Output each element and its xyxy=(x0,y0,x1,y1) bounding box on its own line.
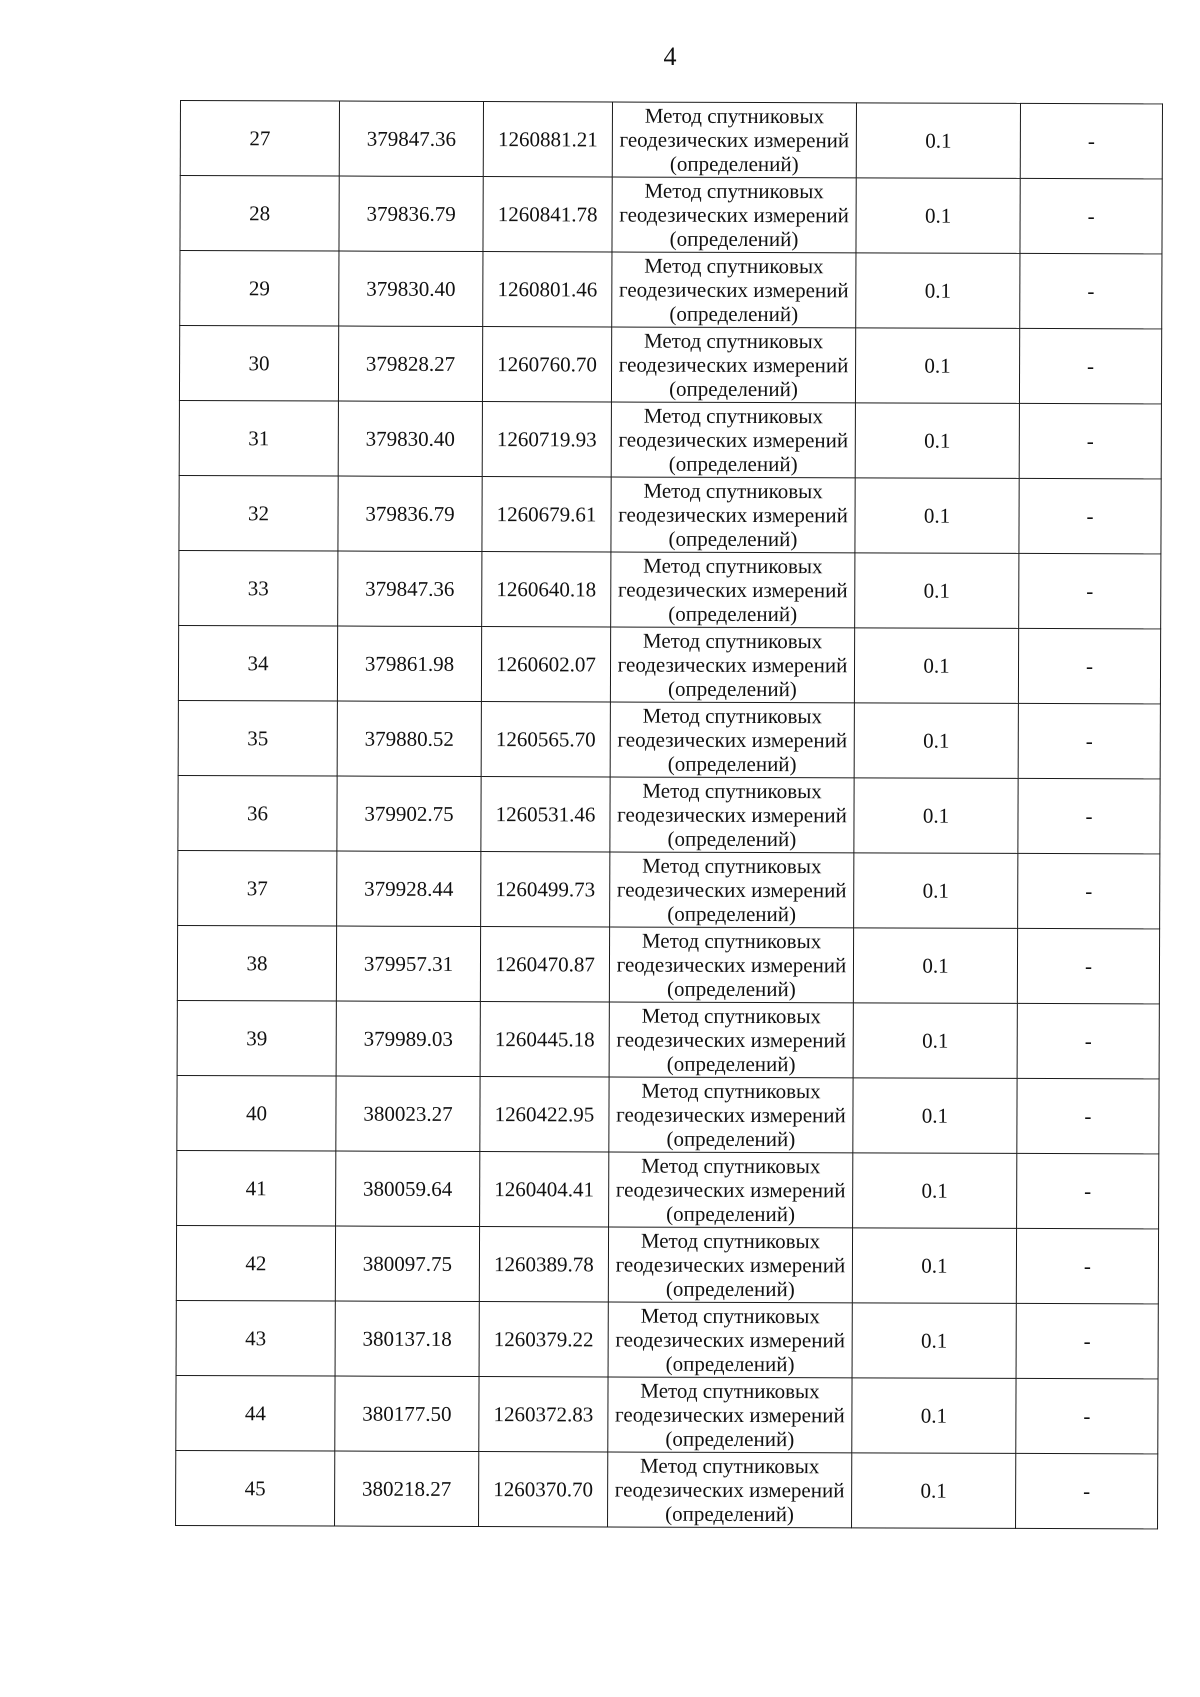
method-line: (определений) xyxy=(667,826,797,852)
description-cell: - xyxy=(1016,1303,1158,1378)
coordinates-table-body xyxy=(176,101,1163,1529)
method-line: (определений) xyxy=(666,1201,796,1227)
accuracy-cell: 0.1 xyxy=(855,403,1019,479)
method-line: геодезических измерений xyxy=(617,727,848,753)
method-line: (определений) xyxy=(668,601,798,627)
coordinate-y-cell: 1260370.70 xyxy=(479,1452,608,1527)
method-cell xyxy=(608,1452,852,1528)
table-row xyxy=(179,326,1161,404)
accuracy-cell: 0.1 xyxy=(853,928,1017,1004)
method-line: геодезических измерений xyxy=(615,1252,846,1278)
accuracy-cell: 0.1 xyxy=(853,1003,1017,1079)
coordinate-x-cell: 379830.40 xyxy=(339,251,483,327)
method-line: Метод спутниковых xyxy=(640,1228,821,1254)
method-line: геодезических измерений xyxy=(617,802,847,828)
point-number-cell: 42 xyxy=(176,1225,335,1301)
coordinate-x-cell: 380097.75 xyxy=(335,1226,479,1302)
table-row xyxy=(178,850,1160,928)
method-line: геодезических измерений xyxy=(617,577,848,603)
description-cell: - xyxy=(1017,928,1159,1003)
accuracy-cell: 0.1 xyxy=(854,628,1018,704)
coordinate-y-cell: 1260719.93 xyxy=(482,402,611,477)
coordinate-x-cell: 380137.18 xyxy=(335,1301,479,1377)
table-row xyxy=(179,550,1161,628)
method-line: Метод спутниковых xyxy=(644,253,824,279)
coordinate-y-cell: 1260372.83 xyxy=(479,1377,608,1452)
table-row xyxy=(177,1150,1159,1228)
method-line: (определений) xyxy=(665,1276,795,1302)
table-row xyxy=(180,251,1162,329)
method-line: геодезических измерений xyxy=(615,1327,846,1353)
coordinate-x-cell: 379957.31 xyxy=(336,926,480,1002)
method-line: (определений) xyxy=(667,901,797,927)
description-cell: - xyxy=(1020,178,1162,253)
coordinate-y-cell: 1260679.61 xyxy=(482,477,611,552)
description-cell: - xyxy=(1019,403,1161,478)
coordinate-y-cell: 1260422.95 xyxy=(480,1077,609,1152)
method-cell xyxy=(609,927,853,1003)
description-cell: - xyxy=(1016,1453,1158,1528)
method-cell xyxy=(610,627,854,703)
method-cell xyxy=(610,777,854,853)
method-line: (определений) xyxy=(669,226,799,252)
accuracy-cell: 0.1 xyxy=(853,1078,1017,1154)
description-cell: - xyxy=(1016,1228,1158,1303)
method-cell xyxy=(612,102,856,178)
method-cell xyxy=(612,252,856,328)
point-number-cell: 41 xyxy=(177,1150,336,1226)
point-number-cell: 38 xyxy=(177,925,336,1001)
coordinates-table-wrapper xyxy=(175,100,1162,1529)
method-line: (определений) xyxy=(669,301,799,327)
method-line: геодезических измерений xyxy=(616,877,847,903)
point-number-cell: 40 xyxy=(177,1075,336,1151)
method-line: геодезических измерений xyxy=(615,1177,846,1203)
table-row xyxy=(180,176,1162,254)
description-cell: - xyxy=(1020,103,1162,178)
method-line: (определений) xyxy=(667,751,797,777)
point-number-cell: 45 xyxy=(176,1450,335,1526)
point-number-cell: 31 xyxy=(179,400,338,476)
coordinate-x-cell: 379836.79 xyxy=(339,176,483,252)
method-cell xyxy=(608,1227,852,1303)
coordinate-x-cell: 379836.79 xyxy=(338,476,482,552)
point-number-cell: 33 xyxy=(179,550,338,626)
coordinate-x-cell: 379989.03 xyxy=(336,1001,480,1077)
coordinate-x-cell: 379902.75 xyxy=(337,776,481,852)
coordinate-y-cell: 1260499.73 xyxy=(481,852,610,927)
method-line: геодезических измерений xyxy=(619,202,849,228)
method-cell xyxy=(611,477,855,553)
table-row xyxy=(178,775,1160,853)
coordinate-x-cell: 379847.36 xyxy=(339,101,483,177)
coordinate-y-cell: 1260881.21 xyxy=(483,102,612,177)
accuracy-cell: 0.1 xyxy=(854,778,1018,854)
point-number-cell: 37 xyxy=(178,850,337,926)
description-cell: - xyxy=(1017,1153,1159,1228)
coordinate-x-cell: 379928.44 xyxy=(337,851,481,927)
method-line: геодезических измерений xyxy=(615,1402,845,1428)
coordinate-y-cell: 1260389.78 xyxy=(479,1227,608,1302)
point-number-cell: 27 xyxy=(180,101,339,177)
method-line: Метод спутниковых xyxy=(640,1453,820,1479)
method-cell xyxy=(612,177,856,253)
accuracy-cell: 0.1 xyxy=(854,853,1018,929)
method-line: (определений) xyxy=(665,1351,795,1377)
accuracy-cell: 0.1 xyxy=(853,1153,1017,1229)
accuracy-cell: 0.1 xyxy=(852,1303,1016,1379)
description-cell: - xyxy=(1019,328,1161,403)
method-line: (определений) xyxy=(666,1126,796,1152)
coordinate-x-cell: 380177.50 xyxy=(335,1376,479,1452)
accuracy-cell: 0.1 xyxy=(856,253,1020,329)
method-cell xyxy=(611,327,855,403)
coordinate-x-cell: 379830.40 xyxy=(338,401,482,477)
method-line: Метод спутниковых xyxy=(641,1153,821,1179)
accuracy-cell: 0.1 xyxy=(852,1228,1016,1304)
point-number-cell: 28 xyxy=(180,176,339,252)
description-cell: - xyxy=(1020,253,1162,328)
point-number-cell: 32 xyxy=(179,475,338,551)
accuracy-cell: 0.1 xyxy=(852,1453,1016,1529)
method-line: Метод спутниковых xyxy=(641,1078,821,1104)
method-line: Метод спутниковых xyxy=(643,553,823,579)
description-cell: - xyxy=(1018,628,1160,703)
method-line: (определений) xyxy=(669,376,798,402)
method-line: геодезических измерений xyxy=(616,1102,846,1128)
table-row xyxy=(179,400,1161,478)
description-cell: - xyxy=(1016,1378,1158,1453)
method-cell xyxy=(610,852,854,928)
table-row xyxy=(177,1000,1159,1078)
accuracy-cell: 0.1 xyxy=(856,103,1020,179)
method-line: геодезических измерений xyxy=(614,1477,845,1503)
method-line: Метод спутниковых xyxy=(640,1378,820,1404)
method-line: Метод спутниковых xyxy=(640,1303,820,1329)
method-cell xyxy=(608,1377,852,1453)
coordinates-table xyxy=(175,100,1163,1529)
method-line: геодезических измерений xyxy=(618,277,849,303)
accuracy-cell: 0.1 xyxy=(856,178,1020,254)
accuracy-cell: 0.1 xyxy=(854,703,1018,779)
coordinate-x-cell: 380023.27 xyxy=(336,1076,480,1152)
point-number-cell: 44 xyxy=(176,1375,335,1451)
description-cell: - xyxy=(1018,703,1160,778)
point-number-cell: 30 xyxy=(179,326,338,402)
method-line: Метод спутниковых xyxy=(641,928,822,954)
coordinate-x-cell: 379847.36 xyxy=(338,551,482,627)
method-cell xyxy=(610,702,854,778)
method-line: (определений) xyxy=(665,1426,795,1452)
accuracy-cell: 0.1 xyxy=(852,1378,1016,1454)
table-row xyxy=(178,625,1160,703)
coordinate-y-cell: 1260379.22 xyxy=(479,1302,608,1377)
coordinate-y-cell: 1260801.46 xyxy=(483,252,612,327)
description-cell: - xyxy=(1019,478,1161,553)
description-cell: - xyxy=(1017,1078,1159,1153)
coordinate-y-cell: 1260470.87 xyxy=(480,927,609,1002)
table-row xyxy=(176,1375,1158,1453)
accuracy-cell: 0.1 xyxy=(855,553,1019,629)
point-number-cell: 43 xyxy=(176,1300,335,1376)
table-row xyxy=(180,101,1162,179)
method-line: геодезических измерений xyxy=(619,127,850,153)
method-line: (определений) xyxy=(665,1501,794,1527)
method-line: Метод спутниковых xyxy=(642,778,822,804)
table-row xyxy=(177,925,1159,1003)
accuracy-cell: 0.1 xyxy=(855,328,1019,404)
table-row xyxy=(176,1225,1158,1303)
method-line: Метод спутниковых xyxy=(642,853,822,879)
description-cell: - xyxy=(1018,853,1160,928)
method-line: геодезических измерений xyxy=(618,427,849,453)
coordinate-x-cell: 380059.64 xyxy=(336,1151,480,1227)
method-line: (определений) xyxy=(668,526,798,552)
method-line: (определений) xyxy=(667,676,797,702)
table-row xyxy=(179,475,1161,553)
method-line: геодезических измерений xyxy=(618,352,849,378)
point-number-cell: 36 xyxy=(178,775,337,851)
coordinate-y-cell: 1260404.41 xyxy=(480,1152,609,1227)
point-number-cell: 34 xyxy=(178,625,337,701)
method-cell xyxy=(611,402,855,478)
method-cell xyxy=(609,1002,853,1078)
method-cell xyxy=(609,1077,853,1153)
method-line: Метод спутниковых xyxy=(643,328,824,354)
coordinate-x-cell: 379861.98 xyxy=(337,626,481,702)
method-cell xyxy=(611,552,855,628)
table-row xyxy=(177,1075,1159,1153)
coordinate-y-cell: 1260640.18 xyxy=(482,552,611,627)
method-line: геодезических измерений xyxy=(616,952,847,978)
method-line: геодезических измерений xyxy=(617,652,848,678)
point-number-cell: 39 xyxy=(177,1000,336,1076)
table-row xyxy=(176,1300,1158,1378)
method-line: Метод спутниковых xyxy=(643,478,823,504)
accuracy-cell: 0.1 xyxy=(855,478,1019,554)
description-cell: - xyxy=(1017,1003,1159,1078)
method-line: Метод спутниковых xyxy=(642,628,823,654)
method-line: (определений) xyxy=(668,451,798,477)
method-line: (определений) xyxy=(666,976,796,1002)
method-line: геодезических измерений xyxy=(616,1027,847,1053)
page-number: 4 xyxy=(663,42,677,71)
method-cell xyxy=(608,1302,852,1378)
coordinate-y-cell: 1260565.70 xyxy=(481,702,610,777)
table-row xyxy=(176,1450,1158,1528)
coordinate-x-cell: 380218.27 xyxy=(335,1451,479,1527)
table-row xyxy=(178,700,1160,778)
method-line: геодезических измерений xyxy=(618,502,848,528)
coordinate-y-cell: 1260445.18 xyxy=(480,1002,609,1077)
coordinate-y-cell: 1260531.46 xyxy=(481,777,610,852)
method-line: Метод спутниковых xyxy=(642,703,823,729)
coordinate-y-cell: 1260760.70 xyxy=(482,327,611,402)
method-cell xyxy=(609,1152,853,1228)
method-line: (определений) xyxy=(666,1051,796,1077)
coordinate-x-cell: 379828.27 xyxy=(338,326,482,402)
method-line: Метод спутниковых xyxy=(644,178,824,204)
method-line: Метод спутниковых xyxy=(644,103,825,129)
method-line: (определений) xyxy=(669,151,799,177)
coordinate-x-cell: 379880.52 xyxy=(337,701,481,777)
description-cell: - xyxy=(1019,553,1161,628)
coordinate-y-cell: 1260841.78 xyxy=(483,177,612,252)
method-line: Метод спутниковых xyxy=(643,403,824,429)
method-line: Метод спутниковых xyxy=(641,1003,822,1029)
point-number-cell: 29 xyxy=(180,251,339,327)
description-cell: - xyxy=(1018,778,1160,853)
point-number-cell: 35 xyxy=(178,700,337,776)
coordinate-y-cell: 1260602.07 xyxy=(481,627,610,702)
